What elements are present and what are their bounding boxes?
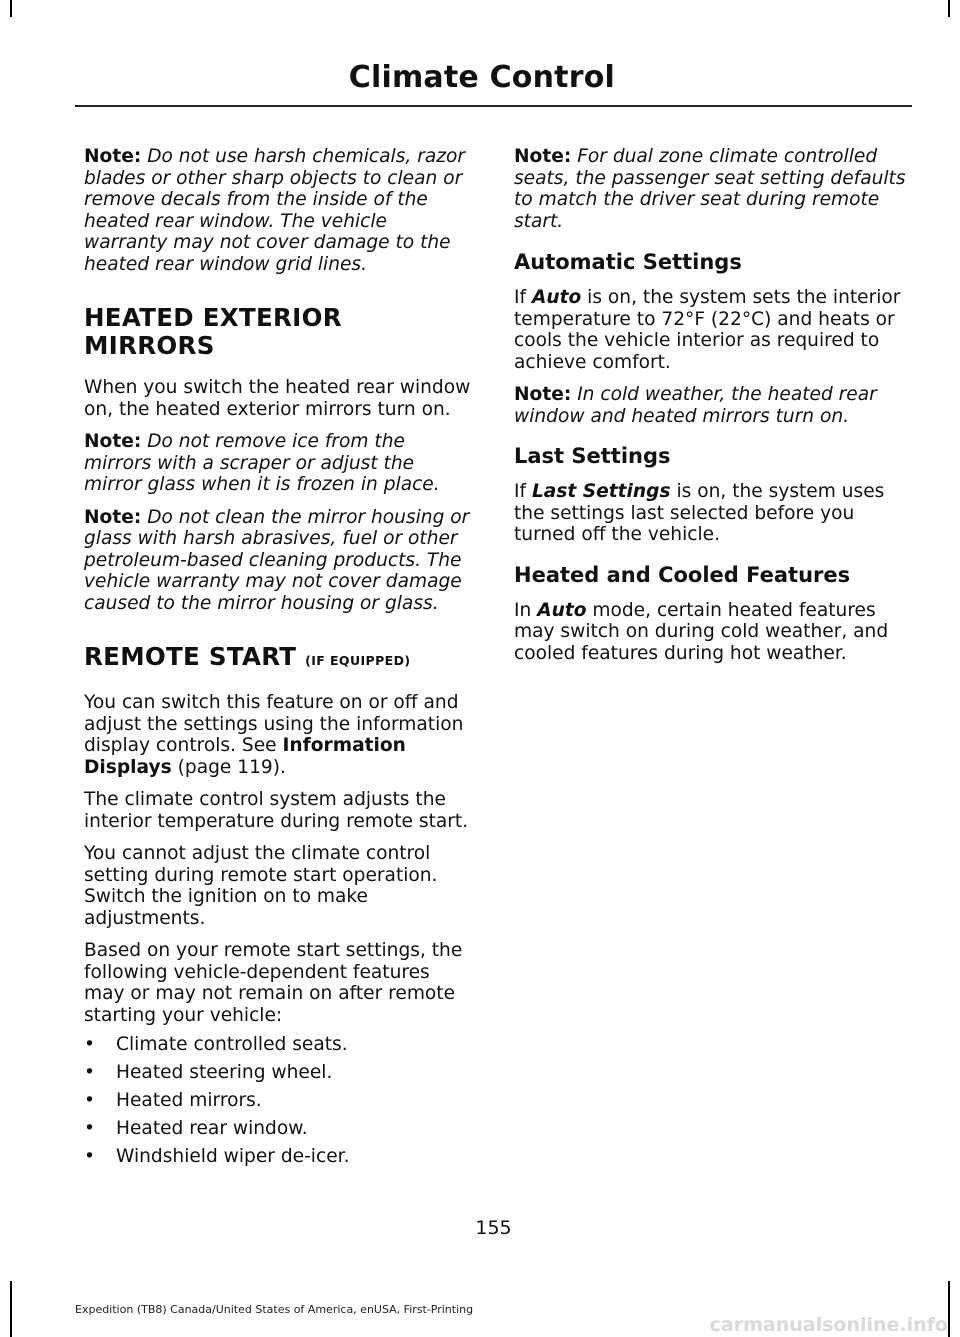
list-item — [84, 1118, 476, 1140]
list-item — [84, 1034, 476, 1056]
remote-paragraph-cannot-adjust: You cannot adjust the climate control setting during remote start operation. Switch the ignition on to make adjustments. — [84, 843, 438, 929]
heading-automatic-settings: Automatic Settings — [514, 250, 742, 274]
bullet-icon: • — [84, 1090, 95, 1111]
note-label: Note: — [84, 506, 142, 528]
header-divider — [75, 105, 912, 107]
note-text: For dual zone climate controlled seats, the passenger seat setting defaults to match the driver seat during remote start. — [514, 146, 906, 232]
watermark: carmanualsonline.info — [709, 1314, 948, 1336]
note-label: Note: — [514, 384, 572, 405]
last-settings-paragraph — [514, 481, 910, 546]
list-item-text: Windshield wiper de-icer. — [116, 1146, 350, 1167]
paragraph-text: mode, certain heated features may switch on during cold weather, and cooled features during hot weather. — [514, 599, 889, 664]
note-mirror-ice — [84, 431, 476, 496]
note-rear-window — [84, 146, 476, 275]
list-item-text: Heated mirrors. — [116, 1090, 262, 1111]
paragraph-text: is on, the system sets the interior temperature to 72°F (22°C) and heats or cools the vehicle interior as required to achieve comfort. — [514, 287, 901, 373]
page-title: Climate Control — [348, 60, 615, 95]
footer-edition: Expedition (TB8) Canada/United States of America, enUSA, First-Printing — [75, 1303, 474, 1316]
remote-features-list — [84, 1034, 476, 1168]
last-settings-term: Last Settings — [531, 481, 671, 502]
paragraph-text: If — [514, 481, 532, 502]
auto-term: Auto — [537, 599, 587, 621]
note-label: Note: — [84, 146, 142, 167]
heading-heated-cooled-features: Heated and Cooled Features — [514, 562, 851, 587]
heading-remote-start-suffix: (IF EQUIPPED) — [305, 653, 411, 668]
crop-mark-bottom-right — [948, 1281, 950, 1337]
note-text: Do not remove ice from the mirrors with a scraper or adjust the mirror glass when it is frozen in place. — [84, 431, 440, 495]
auto-term: Auto — [531, 287, 582, 308]
heated-cooled-paragraph — [514, 600, 910, 665]
bullet-icon: • — [84, 1034, 95, 1055]
page-number: 155 — [475, 1217, 512, 1239]
heading-last-settings: Last Settings — [514, 444, 671, 468]
paragraph-text: In — [514, 599, 538, 621]
list-item — [84, 1146, 476, 1168]
heading-remote-start-text: REMOTE START — [84, 642, 297, 671]
list-item-text: Heated steering wheel. — [116, 1062, 333, 1083]
automatic-settings-paragraph — [514, 287, 910, 373]
paragraph-text: is on, the system uses the settings last selected before you turned off the vehicle. — [514, 481, 885, 545]
note-mirror-cleaning — [84, 507, 476, 615]
right-column — [514, 146, 910, 675]
list-item — [84, 1062, 476, 1084]
list-item — [84, 1090, 476, 1112]
heading-heated-exterior-mirrors: HEATED EXTERIOR MIRRORS — [84, 303, 342, 360]
remote-paragraph-settings — [84, 692, 476, 778]
note-cold-weather — [514, 384, 910, 427]
note-text: Do not use harsh chemicals, razor blades or other sharp objects to clean or remove decals from the inside of the heated rear window. The vehicle warranty may not cover damage to the heated rear window grid lines. — [84, 146, 466, 275]
note-label: Note: — [514, 146, 572, 167]
note-text: Do not clean the mirror housing or glass with harsh abrasives, fuel or other petroleum-based cleaning products. The vehicle warranty may not cover damage caused to the mirror housing or glass. — [84, 506, 470, 614]
heading-remote-start — [84, 643, 476, 675]
note-label: Note: — [84, 431, 142, 452]
note-dual-zone — [514, 146, 910, 232]
note-text: In cold weather, the heated rear window and heated mirrors turn on. — [514, 384, 877, 427]
mirrors-paragraph: When you switch the heated rear window on, the heated exterior mirrors turn on. — [84, 377, 471, 420]
paragraph-text: If — [514, 287, 532, 308]
bullet-icon: • — [84, 1146, 95, 1167]
page-reference: (page 119). — [171, 756, 286, 778]
list-item-text: Heated rear window. — [116, 1118, 308, 1139]
bullet-icon: • — [84, 1118, 95, 1139]
remote-paragraph-adjusts: The climate control system adjusts the interior temperature during remote start. — [84, 789, 469, 832]
remote-paragraph-features: Based on your remote start settings, the following vehicle-dependent features may or may not remain on after remote starting your vehicle: — [84, 940, 463, 1026]
left-column — [84, 146, 476, 1174]
crop-mark-top-left — [10, 0, 12, 17]
crop-mark-bottom-left — [10, 1281, 12, 1337]
list-item-text: Climate controlled seats. — [116, 1034, 348, 1055]
information-displays-link[interactable]: Information Displays — [84, 735, 406, 778]
crop-mark-top-right — [948, 0, 950, 17]
remote-paragraph-text: You can switch this feature on or off and adjust the settings using the information display controls. See — [84, 692, 464, 756]
bullet-icon: • — [84, 1062, 95, 1083]
